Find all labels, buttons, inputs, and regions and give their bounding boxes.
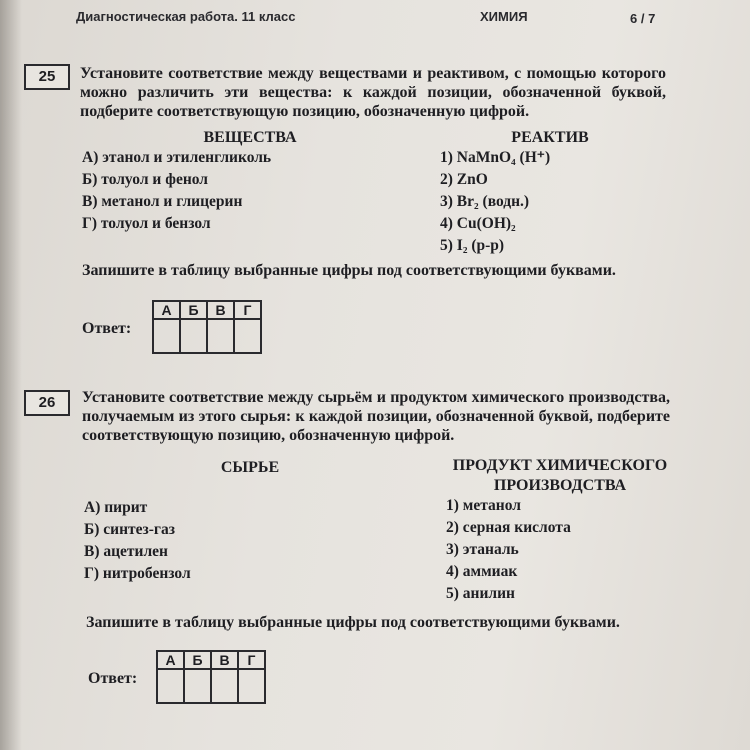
q26-right-header-line1: ПРОДУКТ ХИМИЧЕСКОГО [452,457,668,474]
answer-table-header: В [207,301,234,319]
list-item: В) метанол и глицерин [82,193,243,210]
q26-instruction: Запишите в таблицу выбранные цифры под соответствующими буквами. [86,614,620,631]
list-item: 3) этаналь [446,541,519,558]
list-item: А) этанол и этиленгликоль [82,149,272,166]
header-subject: ХИМИЯ [480,9,528,24]
answer-table-header: Б [180,301,207,319]
q25-left-list [82,147,271,235]
q25-answer-label: Ответ: [82,320,132,337]
answer-table-header: В [211,651,238,669]
question-25-text: Установите соответствие между веществами и реактивом, с помощью которого можно различить эти вещества: к каждой позиции, обозначенной буквой, подберите соответствующую позицию, обозначенную цифрой. [80,65,666,120]
list-item: 1) NaMnO₄ (H⁺) [440,149,551,166]
q26-answer-label: Ответ: [88,670,138,687]
q26-left-header: СЫРЬЕ [220,459,280,476]
q26-right-header-line2: ПРОИЗВОДСТВА [493,477,627,494]
q26-right-header [440,456,680,496]
list-item: В) ацетилен [84,543,168,560]
answer-cell-g[interactable] [238,669,265,703]
q25-answer-table [152,300,262,354]
q25-right-header: РЕАКТИВ [511,129,589,146]
answer-cell-b[interactable] [184,669,211,703]
header-title: Диагностическая работа. 11 класс [76,9,296,24]
list-item: 3) Br₂ (водн.) [440,193,530,210]
q26-right-list [446,495,571,605]
list-item: Г) толуол и бензол [82,215,211,232]
q26-left-list [84,497,191,585]
list-item: 2) ZnO [440,171,488,188]
page-header [0,4,750,28]
answer-table-header: А [153,301,180,319]
answer-cell-g[interactable] [234,319,261,353]
list-item: 4) Cu(OH)₂ [440,215,516,232]
header-page-number: 6 / 7 [630,11,656,26]
answer-cell-v[interactable] [211,669,238,703]
list-item: Г) нитробензол [84,565,191,582]
q26-answer-table [156,650,266,704]
list-item: Б) толуол и фенол [82,171,208,188]
question-number-25: 25 [24,64,70,90]
page-shadow [0,0,22,750]
answer-cell-v[interactable] [207,319,234,353]
question-number-26: 26 [24,390,70,416]
answer-table-header: А [157,651,184,669]
list-item: 5) анилин [446,585,515,602]
answer-table-header: Г [234,301,261,319]
answer-cell-a[interactable] [157,669,184,703]
answer-table-header: Г [238,651,265,669]
list-item: 4) аммиак [446,563,518,580]
q25-instruction: Запишите в таблицу выбранные цифры под соответствующими буквами. [82,262,616,279]
list-item: 5) I₂ (р-р) [440,237,505,254]
q25-right-list [440,147,550,257]
list-item: А) пирит [84,499,148,516]
list-item: 1) метанол [446,497,521,514]
answer-cell-a[interactable] [153,319,180,353]
list-item: 2) серная кислота [446,519,571,536]
list-item: Б) синтез-газ [84,521,175,538]
answer-table-header: Б [184,651,211,669]
answer-cell-b[interactable] [180,319,207,353]
q25-left-header: ВЕЩЕСТВА [203,129,297,146]
question-26-text: Установите соответствие между сырьём и продуктом химического производства, получаемым из этого сырья: к каждой позиции, обозначенной буквой, подберите соответствующую позицию, обозначенную цифрой. [82,389,670,444]
